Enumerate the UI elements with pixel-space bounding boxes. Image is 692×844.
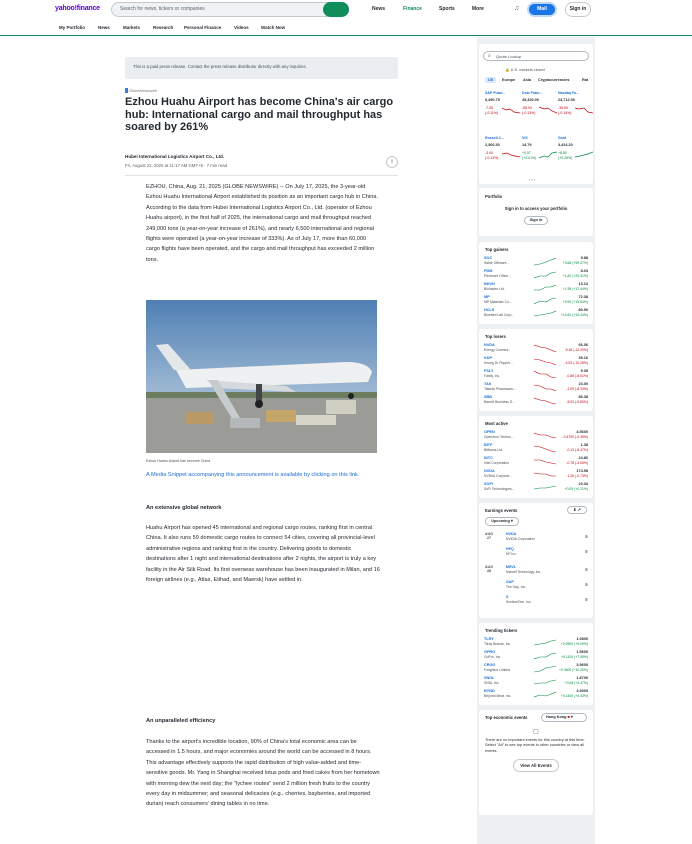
tab-rates[interactable]: Rat: [582, 78, 589, 82]
row-change: +0.08 (+4.47%): [564, 681, 588, 685]
row-name: Intel Corporation: [484, 461, 510, 465]
market-tile[interactable]: [485, 136, 520, 171]
table-row[interactable]: [484, 676, 588, 688]
row-change: +3.68 (+59.37%): [562, 261, 588, 265]
tab-europe[interactable]: Europe: [502, 78, 516, 82]
sparkline: [539, 150, 557, 160]
subnav-watch-now[interactable]: Watch Now: [261, 25, 286, 30]
economic-events-card: [479, 710, 593, 815]
row-symbol: BYND: [484, 689, 495, 693]
sparkline: [534, 444, 556, 453]
subnav-personal-finance[interactable]: Personal Finance: [184, 25, 222, 30]
calendar-add-icon[interactable]: ⊞: [584, 567, 588, 572]
carousel-dots[interactable]: ‹ • ›: [529, 177, 536, 182]
row-symbol: NVDA: [484, 469, 495, 473]
image-caption: Ezhou Huahu Airport has become China: [146, 459, 211, 463]
row-name: Keurig Dr Pepper...: [484, 361, 513, 365]
media-snippet-link[interactable]: A Media Snippet accompanying this announcement is available by clicking on this link.: [146, 472, 360, 478]
calendar-add-icon[interactable]: ⊞: [584, 582, 588, 587]
row-name: Freightos Limited: [484, 668, 511, 672]
row-name: Bluebird Lab Corp...: [484, 313, 515, 317]
row-change: -9.18 (-12.20%): [564, 348, 588, 352]
row-change: +0.1400 (+4.43%): [560, 694, 588, 698]
earnings-filter-value: Upcoming: [491, 519, 510, 523]
row-name: Piedmont Office...: [484, 274, 511, 278]
row-symbol: GPRO: [484, 650, 496, 654]
sparkline: [534, 651, 556, 660]
row-name: Barrett Business S...: [484, 400, 515, 404]
top-header: [0, 0, 692, 20]
economic-title: Top economic events: [485, 715, 528, 720]
market-tile[interactable]: [522, 136, 557, 171]
tile-change-pct: (-0.13%): [485, 156, 499, 160]
table-row[interactable]: [484, 469, 588, 481]
source-logo-text: GlobeNewswire: [129, 88, 158, 93]
sparkline: [534, 344, 556, 353]
section-heading-efficiency: An unparalleled efficiency: [146, 718, 216, 724]
table-row[interactable]: [484, 443, 588, 455]
tile-value: 14.79: [522, 143, 532, 147]
sparkline: [502, 150, 520, 160]
airport-cargo-photo: [146, 300, 377, 453]
tile-name: Dow Futur...: [522, 91, 543, 95]
row-change: +1.82 (+29.31%): [562, 274, 588, 278]
earnings-events-card: [479, 503, 593, 618]
tile-change: [522, 151, 536, 161]
divider: [125, 175, 398, 176]
tile-change-pct: (+4.01%): [522, 156, 537, 160]
row-name: Sable Offshore...: [484, 261, 510, 265]
event-company: Marvell Technology, Inc.: [506, 570, 542, 574]
portfolio-text: Sign in to access your portfolio: [504, 206, 568, 211]
row-change: +0.05 (+0.21%): [564, 487, 588, 491]
row-price: 174.98: [576, 469, 588, 473]
row-change: -1.26 (-0.73%): [566, 474, 588, 478]
row-price: 72.38: [578, 295, 588, 299]
row-symbol: CRGO: [484, 663, 496, 667]
tile-value: 2,300.30: [485, 143, 500, 147]
main-content: [0, 37, 692, 844]
sparkline: [534, 296, 556, 305]
calendar-toggle[interactable]: ⬇ ↗: [567, 506, 587, 514]
top-losers-title: Top losers: [485, 334, 506, 339]
market-tile[interactable]: [558, 91, 593, 126]
bell-icon[interactable]: ♫: [514, 5, 520, 12]
sparkline: [534, 309, 556, 318]
row-price: 9.88: [580, 256, 588, 260]
tab-us[interactable]: US: [485, 77, 496, 83]
tile-change: [558, 106, 571, 116]
market-status: 🔒 U.S. markets closed: [505, 68, 545, 72]
country-value: Hong Kong: [546, 715, 567, 719]
table-row[interactable]: [484, 395, 588, 407]
article-title: Ezhou Huahu Airport has become China's air cargo hub: International cargo and mail throughput has soared by 261%: [125, 96, 394, 133]
mail-label: Mail: [537, 6, 547, 12]
table-row[interactable]: [484, 343, 588, 355]
table-row[interactable]: [484, 269, 588, 281]
calendar-icon: ▢: [533, 729, 539, 735]
yahoo-finance-logo[interactable]: yahoo!finance: [55, 5, 100, 12]
row-symbol: BITF: [484, 443, 493, 447]
row-name: Biohaven Ltd.: [484, 287, 505, 291]
subnav-videos[interactable]: Videos: [234, 25, 249, 30]
row-price: 9.35: [580, 369, 588, 373]
earnings-title: Earnings events: [485, 508, 518, 513]
country-select[interactable]: Hong Kong ■ ▾: [541, 713, 587, 722]
row-change: -0.13 (-8.47%): [566, 448, 588, 452]
table-row[interactable]: [484, 308, 588, 320]
list-item[interactable]: [484, 595, 588, 615]
section-heading-network: An extensive global network: [146, 505, 222, 511]
row-symbol: TAK: [484, 382, 492, 386]
row-name: Takeda Pharmaceu...: [484, 387, 517, 391]
row-symbol: INTC: [484, 456, 493, 460]
sparkline: [539, 105, 557, 115]
top-gainers-card: [479, 242, 593, 324]
row-price: 35.16: [578, 356, 588, 360]
row-symbol: SOC: [484, 256, 493, 260]
row-price: 8.03: [580, 269, 588, 273]
paragraph-efficiency: Thanks to the airport's incredible location, 90% of China's total economic area can be accessed in 1.5 hours, and major economies around the world can be accessed in 8 hours. This advantage effectively supports the rapid distribution of high value-added and time-sensitive goods. Mr. Yang in Shanghai received lotus pods and fried cakes from her hometown with morning dew the next day; the "lychee routes" send 2 million fresh fruits to the country every day in midsummer; and seasonal delicacies (e.g., cherries, bayberries, and imported durian) reach consumers' dining tables in no time.: [146, 739, 380, 808]
view-all-events-button[interactable]: View All Events: [513, 759, 559, 772]
tile-change: [522, 106, 535, 116]
row-price: 66.06: [578, 343, 588, 347]
nav-more[interactable]: More: [472, 6, 484, 12]
event-symbol: NVDA: [506, 532, 517, 536]
row-change: +0.3600 (+10.00%): [558, 668, 588, 672]
row-price: 3.3000: [576, 689, 588, 693]
sparkline: [534, 383, 556, 392]
table-row[interactable]: [484, 369, 588, 381]
tile-value: 23,712.50: [558, 98, 575, 102]
nav-news[interactable]: News: [372, 6, 386, 12]
row-symbol: TLRY: [484, 637, 494, 641]
table-row[interactable]: [484, 650, 588, 662]
event-company: HP Inc.: [506, 552, 517, 556]
sign-in-button[interactable]: Sign in: [565, 2, 591, 17]
sparkline: [534, 457, 556, 466]
tile-change-value: -3.00: [485, 151, 493, 155]
tile-change-value: -7.25: [485, 106, 493, 110]
sparkline: [534, 664, 556, 673]
market-status-text: U.S. markets closed: [510, 68, 545, 72]
table-row[interactable]: [484, 282, 588, 294]
row-price: 86.38: [578, 395, 588, 399]
row-price: 1.8700: [576, 676, 588, 680]
row-symbol: KDP: [484, 356, 493, 360]
market-tile[interactable]: [522, 91, 557, 126]
row-name: Beyond Meat, Inc.: [484, 694, 512, 698]
row-name: GoPro, Inc.: [484, 655, 502, 659]
sparkline: [534, 431, 556, 440]
table-row[interactable]: [484, 482, 588, 494]
tab-asia[interactable]: Asia: [523, 78, 532, 82]
market-tile[interactable]: [558, 136, 593, 171]
trending-tickers-card: [479, 623, 593, 705]
row-price: 1.38: [580, 443, 588, 447]
sparkline: [534, 470, 556, 479]
row-price: 1.0800: [576, 637, 588, 641]
row-price: 23.00: [578, 382, 588, 386]
row-symbol: PDM: [484, 269, 493, 273]
globenewswire-logo: [125, 88, 157, 93]
row-name: MP Materials Co...: [484, 300, 512, 304]
row-change: +1.95 (+17.44%): [562, 287, 588, 291]
calendar-add-icon[interactable]: ⊞: [584, 597, 588, 602]
search-icon: ⌕: [331, 9, 334, 15]
table-row[interactable]: [484, 382, 588, 394]
row-symbol: SBB: [484, 395, 493, 399]
top-gainers-title: Top gainers: [485, 247, 509, 252]
portfolio-sign-in-button[interactable]: Sign in: [524, 216, 548, 225]
row-price: 24.80: [578, 456, 588, 460]
row-symbol: SOFI: [484, 482, 493, 486]
row-price: 13.13: [578, 282, 588, 286]
sparkline: [534, 638, 556, 647]
subnav-markets[interactable]: Markets: [123, 25, 141, 30]
event-date: AUG 27: [485, 532, 493, 540]
quote-lookup-placeholder: Quote Lookup: [496, 54, 522, 59]
row-symbol: FSLY: [484, 369, 494, 373]
row-symbol: SNDL: [484, 676, 495, 680]
row-name: SNDL Inc.: [484, 681, 500, 685]
calendar-add-icon[interactable]: ⊞: [584, 534, 588, 539]
sparkline: [502, 105, 520, 115]
quote-lookup-input[interactable]: [483, 51, 589, 61]
event-company: The Gap, Inc.: [506, 585, 526, 589]
row-change: -2.09 (-8.33%): [566, 387, 588, 391]
tile-name: VIX: [522, 136, 528, 140]
trending-title: Trending tickers: [485, 628, 518, 633]
portfolio-title: Portfolio: [485, 194, 503, 199]
tile-change: [485, 151, 498, 161]
event-symbol: MRVL: [506, 565, 517, 569]
sparkline: [534, 396, 556, 405]
row-change: +10.81 (+15.44%): [560, 313, 588, 317]
search-box[interactable]: [111, 2, 349, 17]
table-row[interactable]: [484, 295, 588, 307]
row-price: 23.34: [578, 482, 588, 486]
row-change: +0.0900 (+9.09%): [560, 642, 588, 646]
row-price: 4.5600: [576, 430, 588, 434]
tile-change-pct: (+0.26%): [558, 156, 573, 160]
row-name: Energy Convers...: [484, 348, 512, 352]
row-symbol: MP: [484, 295, 490, 299]
tile-change-value: -58.00: [522, 106, 532, 110]
press-release-notice: [125, 57, 398, 79]
tile-change: [558, 151, 572, 161]
row-name: Fastly, Inc.: [484, 374, 501, 378]
sparkline: [534, 257, 556, 266]
article-image: [146, 300, 377, 453]
paragraph-intro: EZHOU, China, Aug. 21, 2025 (GLOBE NEWSWIRE) -- On July 17, 2025, the 3-year-old Ezhou Huahu International Airport established its position as an important cargo hub in China. According to the data from Hubei International Logistics Airport Co., Ltd. (operator of Ezhou Huahu airport), in the first half of 2025, the international cargo and mail throughput reached 249,000 tons (a year-on-year increase of 261%), and nearly 6,500 international and regional flights were operated (a year-on-year increase of 333%). As of July 17, more than 60,000 cargo flights have been operated, and the cargo and mail throughput has exceeded 2 million tons.: [146, 184, 378, 263]
most-active-card: [479, 416, 593, 498]
event-date: AUG 28: [485, 565, 493, 573]
tile-change-pct: (-0.11%): [485, 111, 499, 115]
row-symbol: OPEN: [484, 430, 495, 434]
tile-change-value: -35.50: [558, 106, 568, 110]
top-losers-card: [479, 329, 593, 411]
portfolio-card: [479, 188, 593, 236]
tile-name: Gold: [558, 136, 567, 140]
tile-change-value: +0.57: [522, 151, 531, 155]
event-company: SentinelOne, Inc.: [506, 600, 532, 604]
event-company: NVIDIA Corporation: [506, 537, 535, 541]
tile-change-value: +8.80: [558, 151, 567, 155]
table-row[interactable]: [484, 689, 588, 701]
table-row[interactable]: [484, 456, 588, 468]
tile-value: 6,490.75: [485, 98, 500, 102]
event-symbol: S: [506, 595, 509, 599]
table-row[interactable]: [484, 637, 588, 649]
tile-value: 45,320.00: [522, 98, 539, 102]
sparkline: [534, 483, 556, 492]
row-change: -0.4700 (-9.35%): [562, 435, 588, 439]
sparkline: [534, 370, 556, 379]
table-row[interactable]: [484, 356, 588, 368]
earnings-filter-select[interactable]: Upcoming ▾: [485, 517, 519, 526]
market-tile[interactable]: [485, 91, 520, 126]
finance-subnav: [0, 20, 692, 36]
sparkline: [534, 283, 556, 292]
tile-change-pct: (-0.13%): [522, 111, 536, 115]
market-summary-card: [479, 44, 593, 184]
row-name: Opendoor Techno...: [484, 435, 514, 439]
row-price: 3.9600: [576, 663, 588, 667]
subnav-research[interactable]: Research: [153, 25, 174, 30]
search-input[interactable]: Search for news, tickers or companies: [120, 6, 205, 12]
row-name: NVIDIA Corporat...: [484, 474, 513, 478]
table-row[interactable]: [484, 663, 588, 675]
mail-button[interactable]: [527, 2, 557, 17]
row-name: SoFi Technologies...: [484, 487, 515, 491]
paragraph-network: Huahu Airport has opened 45 international and regional cargo routes, ranking first in central China. It also runs 59 domestic cargo routes to connect 54 cities, covering all provincial-level administrative regions and ranking first in the country. Delivering goods to domestic destinations after 1 night and international destinations after 2 nights, the airport is truly a key facility in the Air Silk Road. Its first overseas warehouse has been inaugurated in Milan, and 16 foreign airlines (e.g., Atlas, Etihad, and Maersk) have settled in.: [146, 525, 380, 584]
row-symbol: NVDA: [484, 343, 495, 347]
most-active-title: Most active: [485, 421, 508, 426]
subnav-my-portfolio[interactable]: My Portfolio: [59, 25, 85, 30]
nav-sports[interactable]: Sports: [439, 6, 455, 12]
row-change: -0.88 (-8.61%): [566, 374, 588, 378]
flag-icon: ■: [567, 715, 570, 719]
tile-name: Nasdaq Fu...: [558, 91, 580, 95]
sparkline: [534, 357, 556, 366]
share-icon[interactable]: ⇧: [386, 156, 398, 168]
row-price: 80.50: [578, 308, 588, 312]
tile-value: 3,424.20: [558, 143, 573, 147]
event-symbol: GAP: [506, 580, 514, 584]
article-date: Fri, August 22, 2025 at 11:17 AM GMT+9 · 7 min read: [125, 163, 228, 168]
sparkline: [534, 690, 556, 699]
sparkline: [534, 677, 556, 686]
search-icon: ⌕: [488, 53, 491, 59]
tile-name: S&P Futur...: [485, 91, 506, 95]
row-change: +0.1100 (+7.59%): [561, 655, 588, 659]
press-release-text: This is a paid press release. Contact the press release distributor directly with any inquiries.: [133, 64, 307, 69]
sparkline: [534, 270, 556, 279]
row-symbol: HCLS: [484, 308, 495, 312]
subnav-news[interactable]: News: [98, 25, 110, 30]
search-button[interactable]: [323, 2, 349, 17]
row-change: -4.03 (-10.28%): [564, 361, 588, 365]
nav-finance[interactable]: Finance: [403, 6, 422, 12]
row-name: Bitfarms Ltd.: [484, 448, 504, 452]
row-name: Tilray Brands, Inc.: [484, 642, 512, 646]
tile-name: Russell 2...: [485, 136, 504, 140]
tile-change-pct: (-0.15%): [558, 111, 572, 115]
row-change: -0.78 (-3.05%): [566, 461, 588, 465]
tab-cryptocurrencies[interactable]: Cryptocurrencies: [538, 78, 570, 82]
tile-change: [485, 106, 498, 116]
economic-empty-text: There are no important events for this country at this time. Select "All" to see top events in other countries or view all events.: [485, 737, 585, 753]
article-author[interactable]: Hubei International Logistics Airport Co., Ltd.: [125, 154, 225, 159]
sparkline: [575, 105, 593, 115]
row-change: +9.90 (+15.84%): [562, 300, 588, 304]
sparkline: [575, 150, 593, 160]
row-change: -5.03 (-5.50%): [566, 400, 588, 404]
list-item[interactable]: [484, 547, 588, 567]
row-price: 1.5600: [576, 650, 588, 654]
calendar-add-icon[interactable]: ⊞: [584, 549, 588, 554]
row-symbol: BHVN: [484, 282, 495, 286]
event-symbol: HPQ: [506, 547, 514, 551]
table-row[interactable]: [484, 430, 588, 442]
table-row[interactable]: [484, 256, 588, 268]
